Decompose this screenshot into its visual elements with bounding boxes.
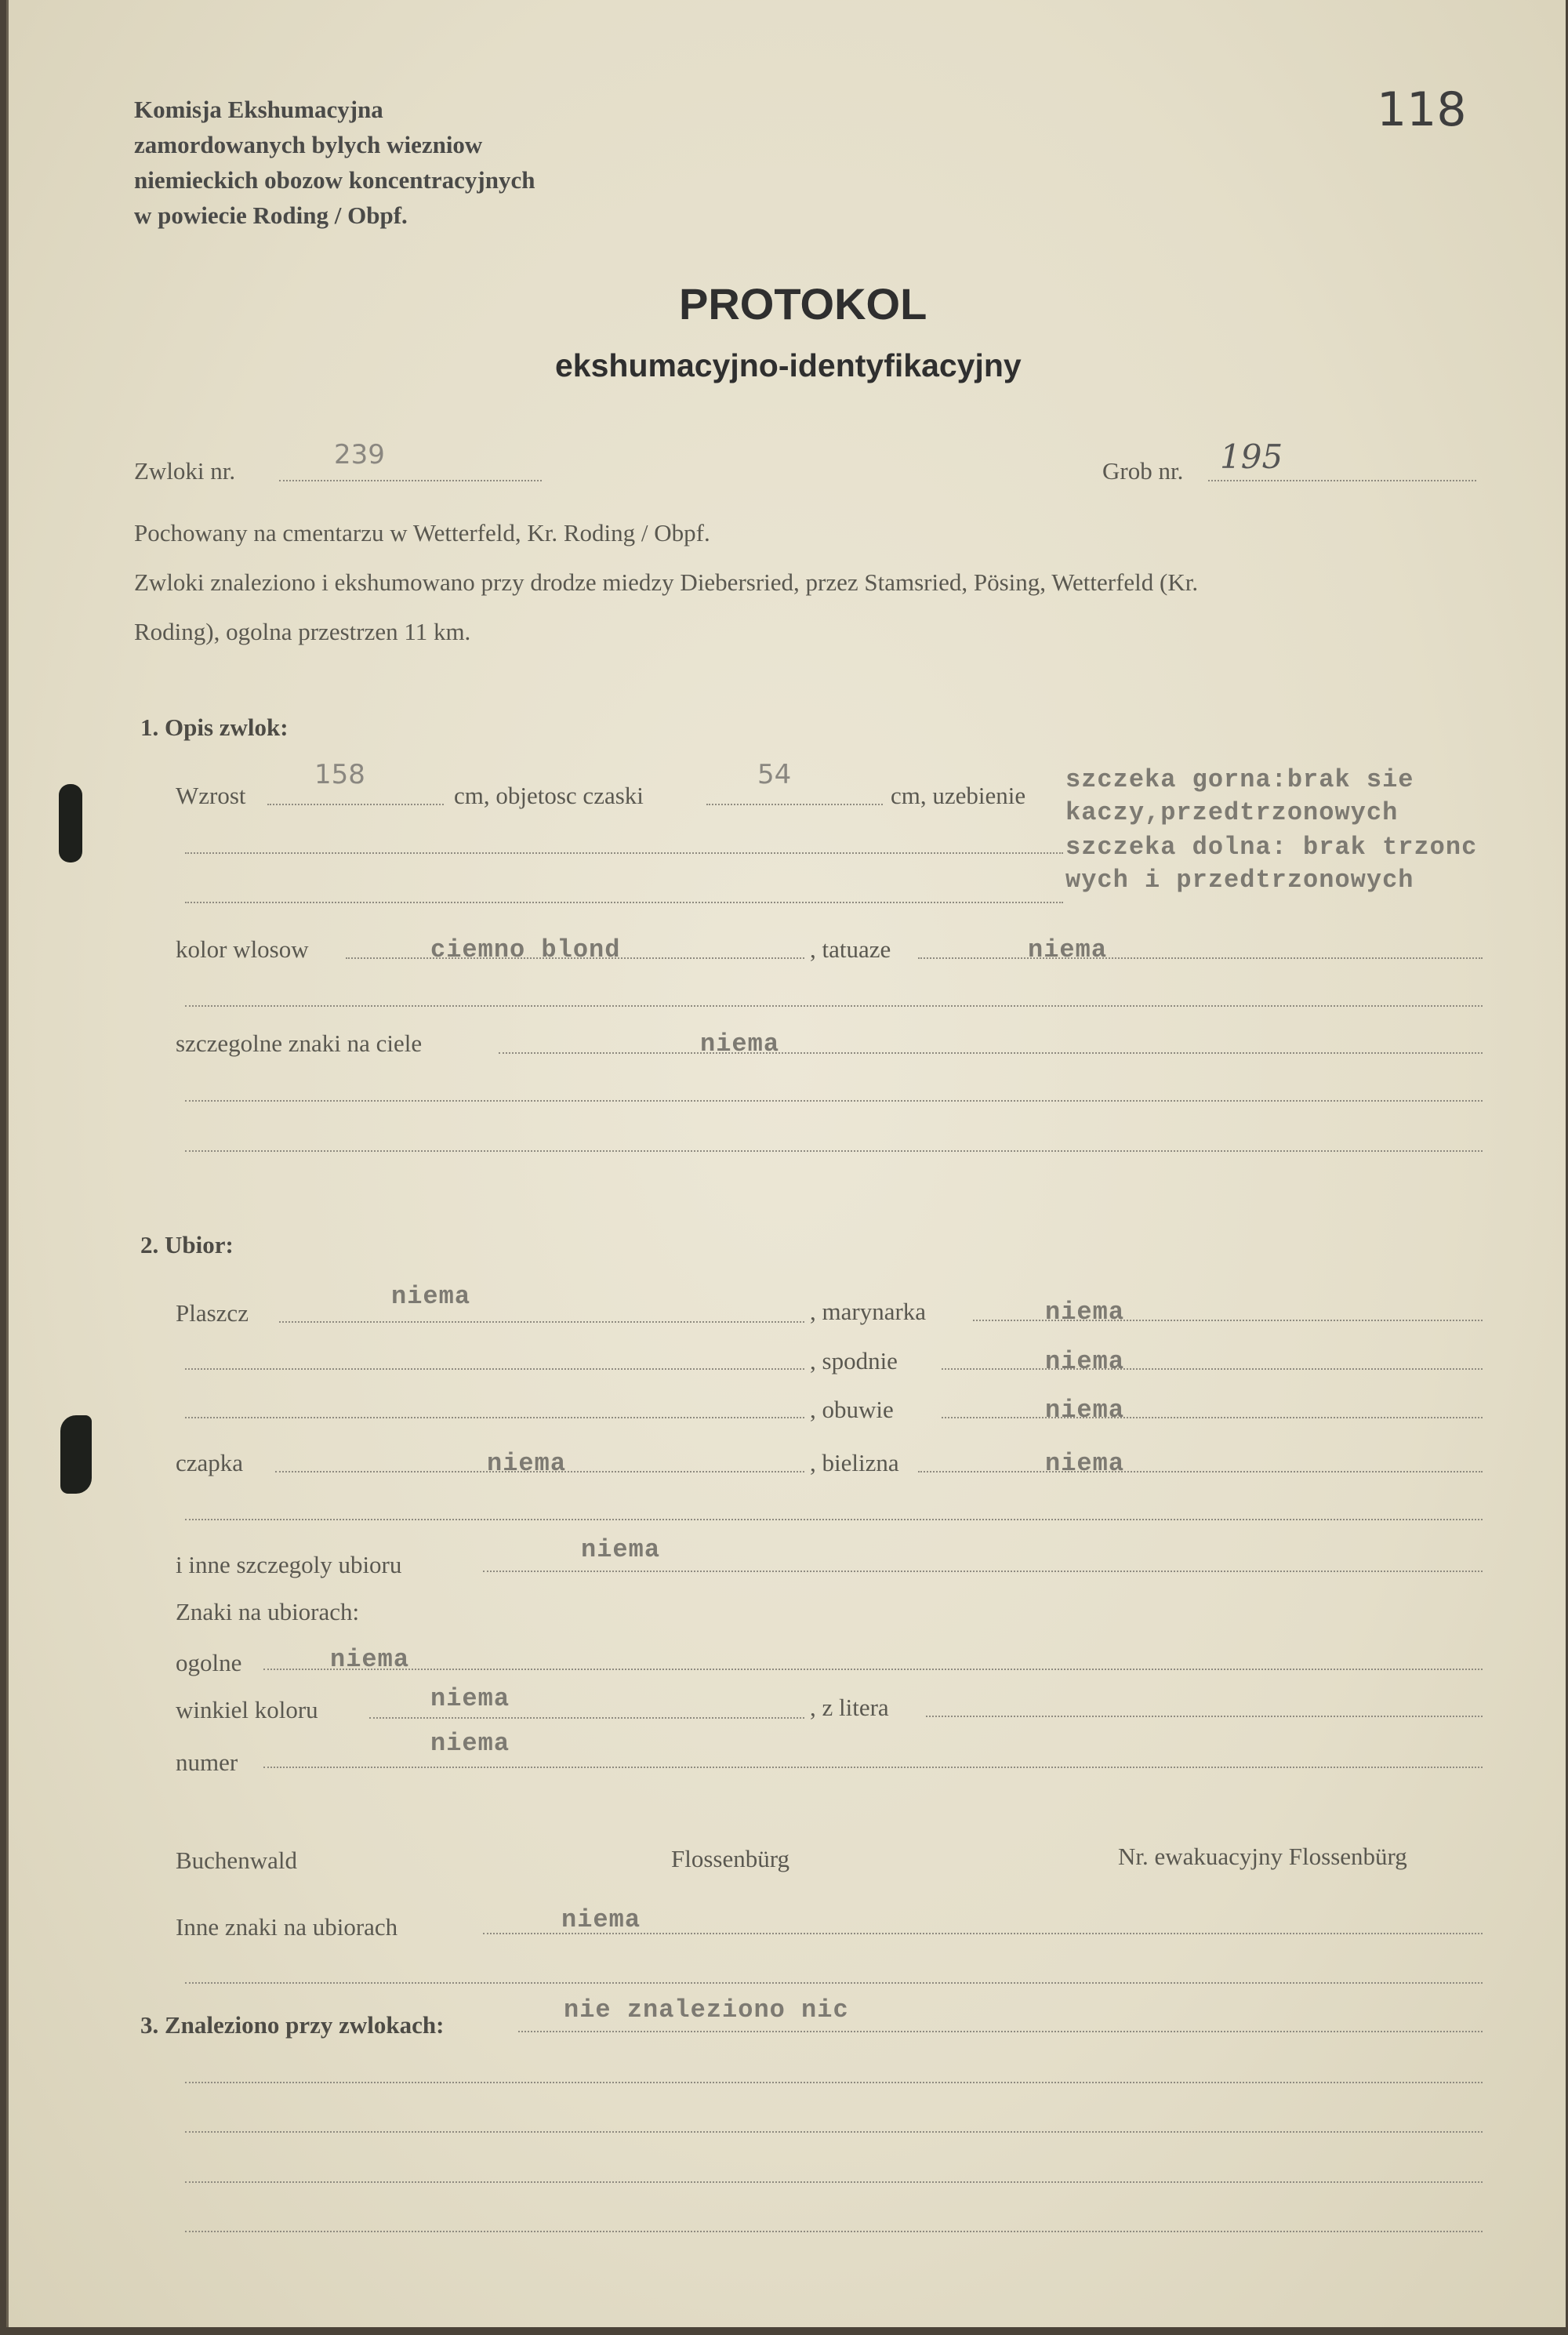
- cm-objetosc-label: cm, objetosc czaski: [454, 782, 644, 809]
- inne-znaki-value: niema: [561, 1905, 641, 1934]
- plaszcz-label: Plaszcz: [176, 1299, 249, 1327]
- teeth-line-2: kaczy,przedtrzonowych: [1065, 798, 1399, 827]
- flossenburg-label: Flossenbürg: [671, 1845, 790, 1872]
- document-subtitle: ekshumacyjno-identyfikacyjny: [555, 347, 1022, 383]
- bielizna-label: , bielizna: [810, 1449, 899, 1476]
- section-2-heading: 2. Ubior:: [140, 1231, 234, 1258]
- wzrost-value: 158: [314, 759, 365, 790]
- obuwie-label: , obuwie: [810, 1396, 894, 1423]
- czaszka-value: 54: [757, 759, 792, 790]
- numer-value: niema: [430, 1729, 510, 1758]
- czapka-value: niema: [487, 1449, 567, 1478]
- tattoo-label: , tatuaze: [810, 935, 891, 963]
- inne-znaki-label: Inne znaki na ubiorach: [176, 1913, 398, 1941]
- inne-szczegoly-value: niema: [581, 1535, 661, 1564]
- zwloki-value: 239: [334, 439, 385, 470]
- header-line-3: niemieckich obozow koncentracyjnych: [134, 166, 535, 194]
- teeth-line-3: szczeka dolna: brak trzonc: [1065, 833, 1478, 862]
- marynarka-label: , marynarka: [810, 1298, 927, 1325]
- burial-text: Pochowany na cmentarzu w Wetterfeld, Kr. Roding / Obpf.: [134, 519, 710, 547]
- znaki-na-ubiorach-label: Znaki na ubiorach:: [176, 1598, 360, 1625]
- nr-ewakuacyjny-label: Nr. ewakuacyjny Flossenbürg: [1118, 1843, 1407, 1870]
- document-page: [6, 0, 1566, 2327]
- plaszcz-value: niema: [391, 1282, 471, 1311]
- buchenwald-label: Buchenwald: [176, 1847, 297, 1874]
- section-1-heading: 1. Opis zwlok:: [140, 714, 289, 741]
- header-line-2: zamordowanych bylych wiezniow: [134, 131, 483, 158]
- cm-uzebienie-label: cm, uzebienie: [891, 782, 1026, 809]
- z-litera-label: , z litera: [810, 1694, 889, 1721]
- wzrost-label: Wzrost: [176, 782, 246, 809]
- binding-hole-mark: [60, 1415, 92, 1494]
- spodnie-value: niema: [1045, 1347, 1125, 1376]
- ogolne-label: ogolne: [176, 1649, 242, 1676]
- section-3-heading: 3. Znaleziono przy zwlokach:: [140, 2011, 445, 2039]
- binding-hole-mark: [59, 784, 82, 862]
- found-text-1: Zwloki znaleziono i ekshumowano przy drodze miedzy Diebersried, przez Stamsried, Pösing, Wetterfeld (Kr.: [134, 568, 1199, 596]
- hair-color-label: kolor wlosow: [176, 935, 309, 963]
- obuwie-value: niema: [1045, 1396, 1125, 1425]
- spodnie-label: , spodnie: [810, 1347, 898, 1374]
- numer-label: numer: [176, 1749, 238, 1776]
- page-number: 118: [1377, 82, 1467, 137]
- inne-szczegoly-label: i inne szczegoly ubioru: [176, 1551, 402, 1578]
- bielizna-value: niema: [1045, 1449, 1125, 1478]
- tattoo-value: niema: [1028, 935, 1108, 964]
- ogolne-value: niema: [330, 1645, 410, 1674]
- winkiel-label: winkiel koloru: [176, 1696, 318, 1723]
- header-line-1: Komisja Ekshumacyjna: [134, 96, 383, 123]
- found-text-2: Roding), ogolna przestrzen 11 km.: [134, 618, 471, 645]
- czapka-label: czapka: [176, 1449, 244, 1476]
- grob-label: Grob nr.: [1102, 457, 1184, 485]
- winkiel-value: niema: [430, 1684, 510, 1713]
- hair-color-value: ciemno blond: [430, 935, 621, 964]
- header-line-4: w powiecie Roding / Obpf.: [134, 202, 408, 229]
- section-3-value: nie znaleziono nic: [564, 1995, 849, 2025]
- teeth-line-4: wych i przedtrzonowych: [1065, 866, 1414, 895]
- marynarka-value: niema: [1045, 1298, 1125, 1327]
- special-marks-label: szczegolne znaki na ciele: [176, 1030, 423, 1057]
- zwloki-label: Zwloki nr.: [134, 457, 236, 485]
- document-title: PROTOKOL: [679, 279, 927, 329]
- teeth-line-1: szczeka gorna:brak sie: [1065, 765, 1414, 794]
- special-marks-value: niema: [700, 1030, 780, 1059]
- grob-value: 195: [1220, 438, 1283, 476]
